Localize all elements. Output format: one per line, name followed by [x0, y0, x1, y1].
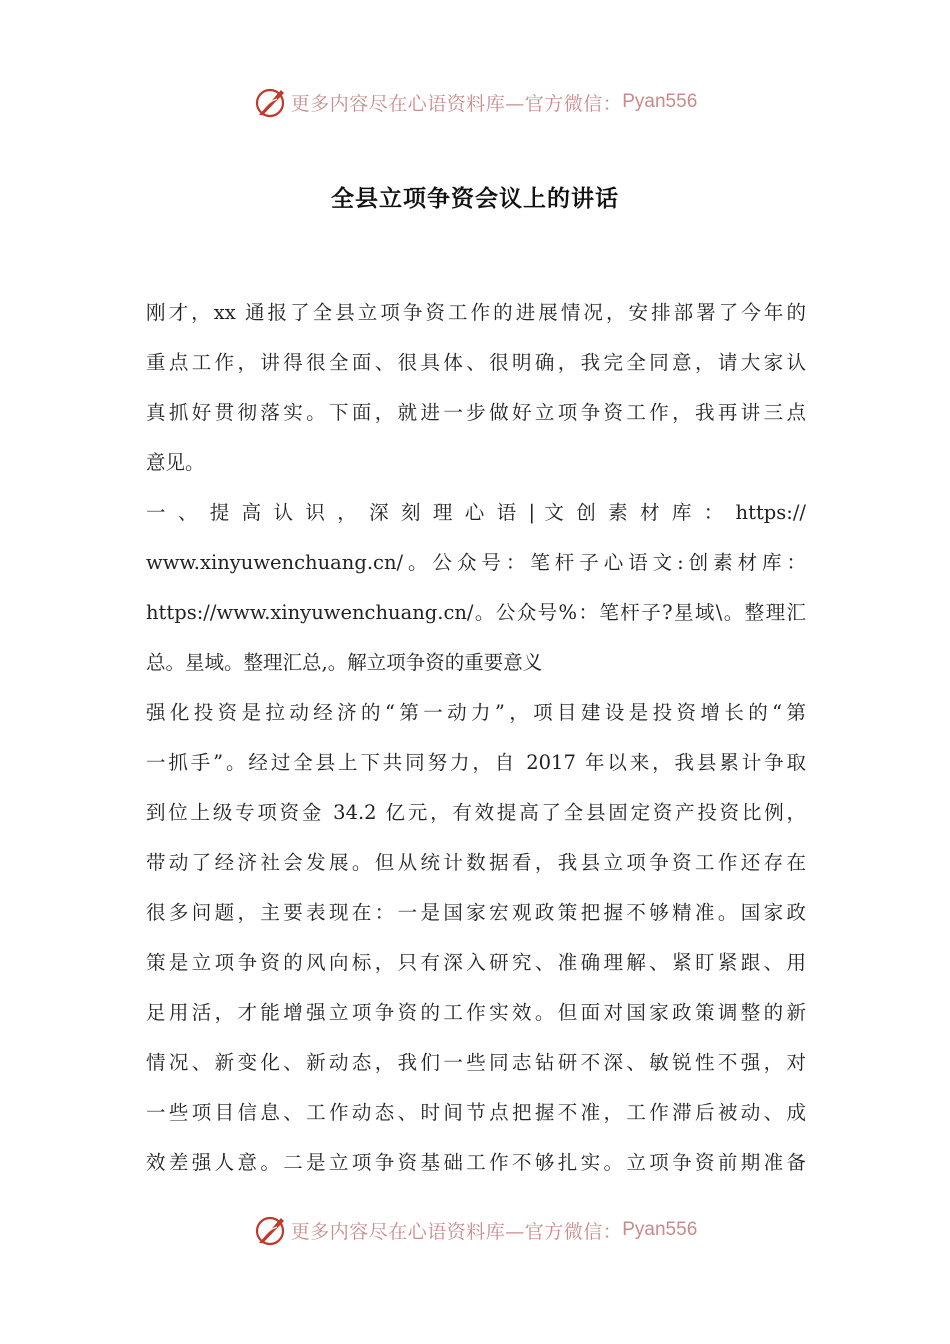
text-line: 带动了经济社会发展。但从统计数据看，我县立项争资工作还存在 — [146, 851, 806, 874]
text-line: 一些项目信息、工作动态、时间节点把握不准，工作滞后被动、成 — [146, 1101, 806, 1124]
watermark-wechat-id: Pyan556 — [622, 91, 698, 112]
text-line: 一 、 提 高 认 识 ， 深 刻 理 心 语 | 文 创 素 材 库 ： https:// — [146, 501, 806, 524]
header-watermark — [0, 82, 950, 122]
text-line: 很多问题，主要表现在：一是国家宏观政策把握不够精准。国家政 — [146, 901, 806, 924]
text-line: 策是立项争资的风向标，只有深入研究、准确理解、紧盯紧跟、用 — [146, 951, 806, 974]
text-line: 意见。 — [146, 451, 205, 474]
text-line: 情况、新变化、新动态，我们一些同志钻研不深、敏锐性不强，对 — [146, 1051, 806, 1074]
document-body — [146, 288, 806, 1188]
text-line: 效差强人意。二是立项争资基础工作不够扎实。立项争资前期准备 — [146, 1151, 806, 1174]
text-line: 足用活，才能增强立项争资的工作实效。但面对国家政策调整的新 — [146, 1001, 806, 1024]
document-title: 全县立项争资会议上的讲话 — [331, 185, 619, 212]
text-line: https://www.xinyuwenchuang.cn/。公众号%：笔杆子?星域\。整理汇 — [146, 601, 806, 624]
text-line: www.xinyuwenchuang.cn/。公众号：笔杆子心语文:创素材库： — [146, 551, 806, 574]
text-line: 真抓好贯彻落实。下面，就进一步做好立项争资工作，我再讲三点 — [146, 401, 806, 424]
text-line: 强化投资是拉动经济的“第一动力”，项目建设是投资增长的“第 — [146, 701, 806, 724]
watermark-wechat-id: Pyan556 — [622, 1219, 698, 1240]
footer-watermark — [0, 1210, 950, 1250]
quill-logo-icon — [253, 1213, 287, 1247]
text-line: 到位上级专项资金 34.2 亿元，有效提高了全县固定资产投资比例， — [146, 801, 806, 824]
watermark-text: 更多内容尽在心语资料库—官方微信： — [290, 1220, 623, 1243]
text-line: 刚才，xx 通报了全县立项争资工作的进展情况，安排部署了今年的 — [146, 301, 806, 324]
text-line: 总。星域。整理汇总,。解立项争资的重要意义 — [146, 651, 543, 674]
quill-logo-icon — [253, 85, 287, 119]
text-line: 重点工作，讲得很全面、很具体、很明确，我完全同意，请大家认 — [146, 351, 806, 374]
text-line: 一抓手”。经过全县上下共同努力，自 2017 年以来，我县累计争取 — [146, 751, 806, 774]
watermark-text: 更多内容尽在心语资料库—官方微信： — [290, 92, 623, 115]
